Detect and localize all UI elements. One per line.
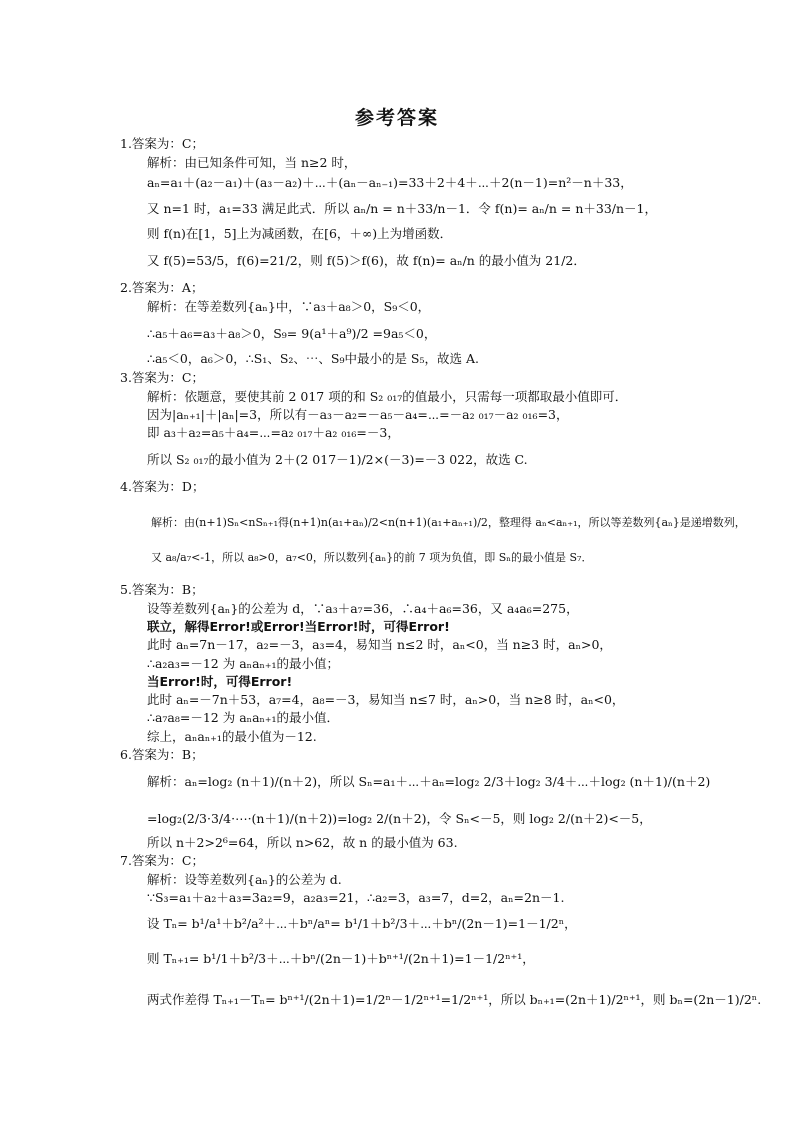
solution-line: 解析：aₙ=log₂ (n＋1)/(n＋2)，所以 Sₙ=a₁＋⋯＋aₙ=log₂ 2/3＋log₂ 3/4＋⋯＋log₂ (n＋1)/(n＋2) — [147, 774, 711, 789]
solution-line: 又 n=1 时，a₁=33 满足此式．所以 aₙ/n = n＋33/n－1．令 f(n)= aₙ/n = n＋33/n－1， — [147, 201, 657, 216]
answer-label: 2.答案为：A； — [120, 280, 204, 295]
solution-line: 此时 aₙ=－7n＋53，a₇=4，a₈=－3，易知当 n≤7 时，aₙ>0，当 n≥8 时，aₙ<0， — [147, 692, 625, 707]
solution-line: 解析：在等差数列{aₙ}中，∵a₃＋a₈＞0，S₉＜0， — [147, 299, 431, 314]
answer-label: 7.答案为：C； — [120, 853, 204, 868]
solution-line: aₙ=a₁＋(a₂－a₁)＋(a₃－a₂)＋⋯＋(aₙ－aₙ₋₁)=33＋2＋4＋⋯＋2(n－1)=n²－n＋33， — [147, 175, 633, 190]
solution-line: 联立，解得Error!或Error!当Error!时，可得Error! — [147, 619, 450, 634]
solution-line: 所以 n＋2>2⁶=64，所以 n>62，故 n 的最小值为 63. — [147, 835, 458, 850]
solution-line: 此时 aₙ=7n－17，a₂=－3，a₃=4，易知当 n≤2 时，aₙ<0，当 n≥3 时，aₙ>0， — [147, 637, 612, 652]
answer-label: 4.答案为：D； — [120, 479, 205, 494]
solution-line: 所以 S₂ ₀₁₇的最小值为 2＋(2 017－1)/2×(－3)=－3 022，故选 C. — [147, 452, 528, 467]
solution-line: ∴a₂a₃=－12 为 aₙaₙ₊₁的最小值； — [147, 656, 340, 671]
solution-line: 当Error!时，可得Error! — [147, 674, 293, 689]
solution-line: 设等差数列{aₙ}的公差为 d，∵a₃＋a₇=36，∴a₄＋a₆=36，又 a₄a₆=275， — [147, 601, 579, 616]
answer-label: 5.答案为：B； — [120, 582, 204, 597]
solution-line: 解析：由(n+1)Sₙ<nSₙ₊₁得(n+1)n(a₁+aₙ)/2<n(n+1)(a₁+aₙ₊₁)/2，整理得 aₙ<aₙ₊₁，所以等差数列{aₙ}是递增数列， — [151, 516, 746, 529]
solution-line: ∴a₅＜0，a₆＞0，∴S₁、S₂、⋯、S₉中最小的是 S₅，故选 A. — [147, 351, 479, 366]
solution-line: 解析：依题意，要使其前 2 017 项的和 S₂ ₀₁₇的值最小，只需每一项都取最小值即可． — [147, 389, 628, 404]
solution-line: 即 a₃＋a₂=a₅＋a₄=⋯=a₂ ₀₁₇＋a₂ ₀₁₆=－3， — [147, 425, 400, 440]
answer-label: 1.答案为：C； — [120, 136, 204, 151]
solution-line: 因为|aₙ₊₁|＋|aₙ|=3，所以有－a₃－a₂=－a₅－a₄=⋯=－a₂ ₀₁₇－a₂ ₀₁₆=3， — [147, 407, 569, 422]
solution-line: 又 a₈/a₇<-1，所以 a₈>0，a₇<0，所以数列{aₙ}的前 7 项为负值，即 Sₙ的最小值是 S₇． — [151, 551, 593, 564]
solution-line: 两式作差得 Tₙ₊₁－Tₙ= bⁿ⁺¹/(2n＋1)=1/2ⁿ－1/2ⁿ⁺¹=1/2ⁿ⁺¹，所以 bₙ₊₁=(2n＋1)/2ⁿ⁺¹，则 bₙ=(2n－1)/2ⁿ. — [147, 992, 762, 1007]
answer-label: 6.答案为：B； — [120, 747, 204, 762]
solution-line: ∵S₃=a₁＋a₂＋a₃=3a₂=9，a₂a₃=21，∴a₂=3，a₃=7，d=2，aₙ=2n－1. — [147, 890, 565, 905]
answer-label: 3.答案为：C； — [120, 370, 204, 385]
solution-line: 则 Tₙ₊₁= b¹/1＋b²/3＋⋯＋bⁿ/(2n－1)＋bⁿ⁺¹/(2n＋1)=1－1/2ⁿ⁺¹， — [147, 951, 535, 966]
solution-line: 设 Tₙ= b¹/a¹＋b²/a²＋⋯＋bⁿ/aⁿ= b¹/1＋b²/3＋⋯＋bⁿ/(2n－1)=1－1/2ⁿ， — [147, 916, 577, 931]
solution-line: ∴a₅＋a₆=a₃＋a₈＞0，S₉= 9(a¹＋a⁹)/2 =9a₅＜0， — [147, 326, 437, 341]
solution-line: 又 f(5)=53/5，f(6)=21/2，则 f(5)＞f(6)，故 f(n)= aₙ/n 的最小值为 21/2． — [147, 253, 586, 268]
solution-line: 则 f(n)在[1，5]上为减函数，在[6，＋∞)上为增函数． — [147, 226, 453, 241]
solution-line: 综上，aₙaₙ₊₁的最小值为－12. — [147, 729, 317, 744]
solution-line: ∴a₇a₈=－12 为 aₙaₙ₊₁的最小值． — [147, 710, 340, 725]
solution-line: =log₂(2/3·3/4·⋯·(n＋1)/(n＋2))=log₂ 2/(n＋2)，令 Sₙ<－5，则 log₂ 2/(n＋2)<－5， — [147, 811, 652, 826]
solution-line: 解析：由已知条件可知，当 n≥2 时， — [147, 155, 357, 170]
page-title: 参考答案 — [354, 107, 439, 129]
solution-line: 解析：设等差数列{aₙ}的公差为 d. — [147, 872, 342, 887]
